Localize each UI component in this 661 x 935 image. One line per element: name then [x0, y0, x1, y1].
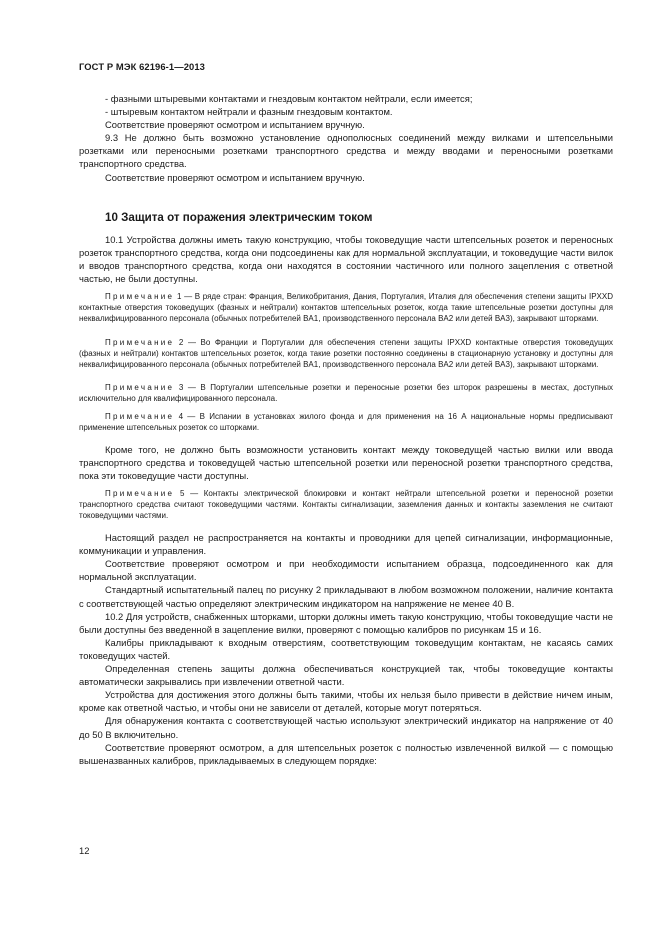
- note-5: [79, 489, 613, 522]
- note-text: 4 — В Испании в установках жилого фонда и для применения на 16 А национальные нормы предписывают применение штепсельных розеток со шторками.: [79, 412, 613, 433]
- paragraph-scope: Настоящий раздел не распространяется на контакты и проводники для цепей сигнализации, информационные, коммуникации и управления.: [79, 532, 613, 557]
- note-text: 3 — В Португалии штепсельные розетки и переносные розетки без шторок разрешены в местах, доступных исключительно для квалифицированного персонала.: [79, 383, 613, 404]
- paragraph-compliance-1: Соответствие проверяют осмотром и испытанием вручную.: [105, 119, 365, 131]
- paragraph-compliance-4: Соответствие проверяют осмотром, а для штепсельных розеток с полностью извлеченной вилкой — с помощью вышеназванных калибров, прикладываемых в следующем порядке:: [79, 741, 613, 766]
- page-number: 12: [79, 845, 90, 856]
- note-3: [79, 383, 613, 405]
- note-label: Примечание: [105, 383, 175, 393]
- note-2: [79, 338, 613, 371]
- note-1: [79, 292, 613, 325]
- paragraph-10-1: 10.1 Устройства должны иметь такую конструкцию, чтобы токоведущие части штепсельных розеток и переносных розеток транспортного средства, когда они подсоединены как для нормальной эксплуатации, и токоведущие части вилок и вводов транспортного средства, когда они находятся в состоянии частичного или полного зацепления с ответной частью, не были доступны.: [79, 233, 613, 284]
- note-text: 5 — Контакты электрической блокировки и контакт нейтрали штепсельной розетки и переносной розетки транспортного средства считают токоведущими частями. Контакты сигнализации, заземления данных и контакты заземления не считают токоведущими частями.: [79, 489, 613, 521]
- note-text: 1 — В ряде стран: Франция, Великобритания, Дания, Португалия, Италия для обеспечения степени защиты IPXXD контактные отверстия токоведущих (фазных и нейтрали) контактов штепсельных розеток, когда такие штепсельные розетки доступны для неквалифицированного персонала (обычных потребителей BA1, производственного персонала BA2 или детей BA3), закрывают шторками.: [79, 292, 613, 323]
- paragraph-10-2: 10.2 Для устройств, снабженных шторками, шторки должны иметь такую конструкцию, чтобы токоведущие части не были доступны без введенной в зацепление вилки, проверяют с помощью калибров по рисункам 15 и 16.: [79, 610, 613, 635]
- note-label: Примечание: [105, 489, 175, 499]
- document-header: ГОСТ Р МЭК 62196-1—2013: [79, 61, 205, 72]
- note-label: Примечание: [105, 292, 175, 302]
- note-label: Примечание: [105, 412, 175, 422]
- paragraph-protection: Определенная степень защиты должна обеспечиваться конструкцией так, чтобы токоведущие контакты автоматически закрывались при извлечении ответной части.: [79, 663, 613, 688]
- note-label: Примечание: [105, 337, 175, 347]
- paragraph-9-3: 9.3 Не должно быть возможно установление однополюсных соединений между вилками и штепсельными розетками или переносными розетками транспортного средства и между вводами и переносными розетками транспортного средства.: [79, 132, 613, 170]
- paragraph-moreover: Кроме того, не должно быть возможности установить контакт между токоведущей частью вилки или ввода транспортного средства и токоведущей частью штепсельной розетки или переносной розетки транспортного средства, пока эти токоведущие части доступны.: [79, 444, 613, 482]
- paragraph-dash-2: - штыревым контактом нейтрали и фазным гнездовым контактом.: [105, 106, 393, 118]
- paragraph-compliance-3: Соответствие проверяют осмотром и при необходимости испытанием образца, подсоединенного как для нормальной эксплуатации.: [79, 558, 613, 583]
- page-body: [79, 92, 613, 767]
- paragraph-indicator: Для обнаружения контакта с соответствующей частью используют электрический индикатор на напряжение от 40 до 50 В включительно.: [79, 715, 613, 740]
- paragraph-dash-1: - фазными штыревыми контактами и гнездовым контактом нейтрали, если имеется;: [105, 93, 473, 104]
- paragraph-devices: Устройства для достижения этого должны быть такими, чтобы их нельзя было привести в действие ничем иным, кроме как ответной частью, и чтобы они не зависели от деталей, которые могут потеряться.: [79, 689, 613, 714]
- paragraph-gauges: Калибры прикладывают к входным отверстиям, соответствующим токоведущим контактам, не касаясь самих токоведущих частей.: [79, 636, 613, 661]
- section-heading: 10 Защита от поражения электрическим током: [105, 210, 373, 224]
- paragraph-test-finger: Стандартный испытательный палец по рисунку 2 прикладывают в любом возможном положении, наличие контакта с соответствующей частью определяют электрическим индикатором на напряжение не менее 40 В.: [79, 584, 613, 609]
- paragraph-compliance-2: Соответствие проверяют осмотром и испытанием вручную.: [105, 171, 365, 183]
- note-4: [79, 412, 613, 434]
- note-text: 2 — Во Франции и Португалии для обеспечения степени защиты IPXXD контактные отверстия токоведущих (фазных и нейтрали) контактов штепсельных розеток, когда такие розетки постоянно соединены в стационарную установку и доступны для неквалифицированного персонала (обычных потребителей BA1, производственного персонала BA2 или детей BA3), закрывают шторками.: [79, 337, 613, 369]
